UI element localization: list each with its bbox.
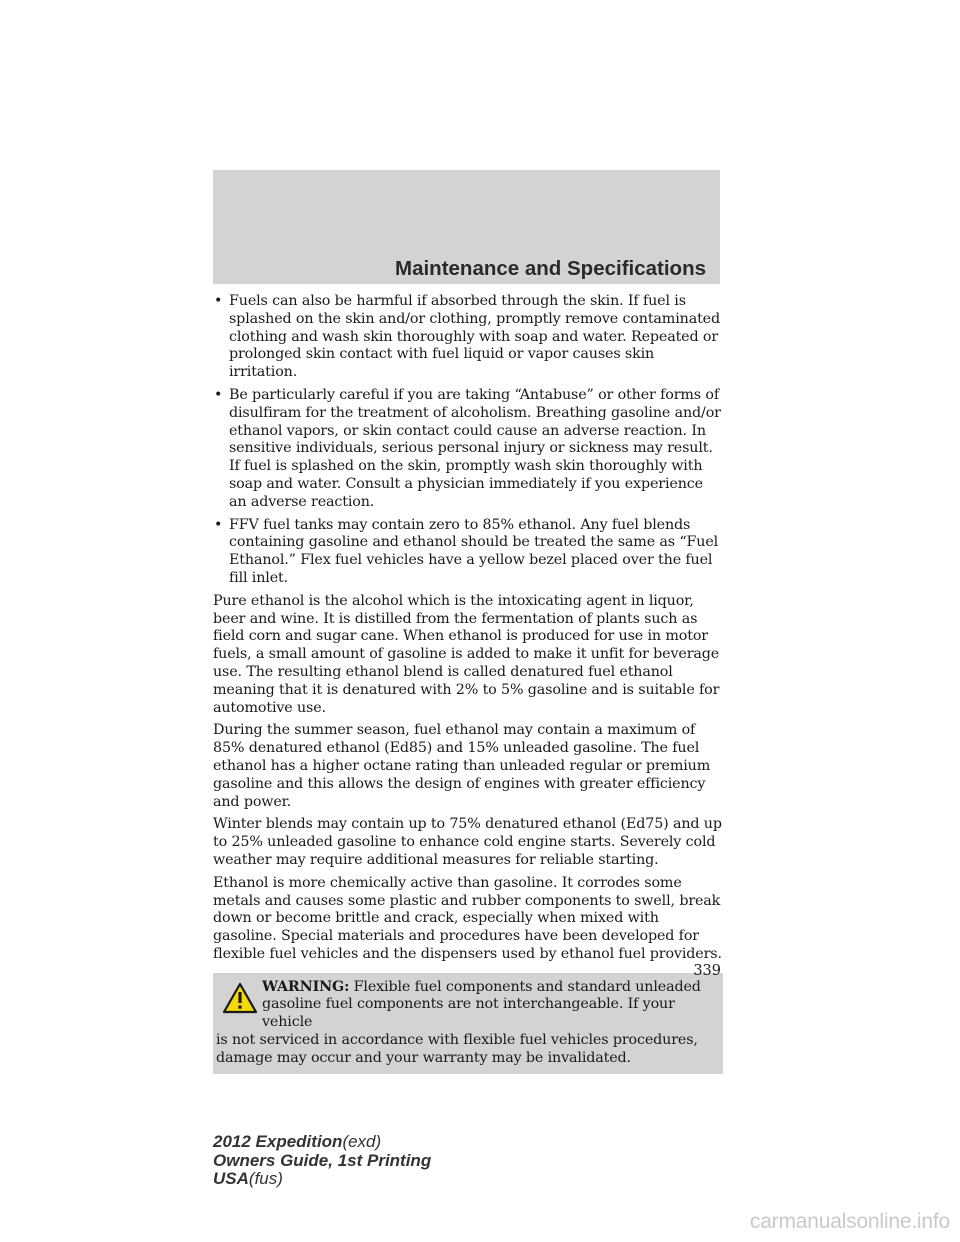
bullet-mark: •: [214, 516, 223, 533]
footer-model: 2012 Expedition: [213, 1132, 343, 1151]
bullet-item: [213, 517, 723, 588]
footer-line-1: [213, 1133, 431, 1152]
warning-text-rest: is not serviced in accordance with flexible fuel vehicles procedures, damage may occur and your warranty may be invalidated.: [216, 1032, 698, 1066]
warning-box: [213, 973, 723, 1074]
bullet-text: Be particularly careful if you are taking “Antabuse” or other forms of disulfiram for the treatment of alcoholism. Breathing gasoline and/or ethanol vapors, or skin contact could cause an adverse reaction. In sensitive individuals, serious personal injury or sickness may result. If fuel is splashed on the skin, promptly wash skin thoroughly with soap and water. Consult a physician immediately if you experience an adverse reaction.: [229, 386, 721, 510]
footer-line-3: [213, 1170, 431, 1189]
section-title: Maintenance and Specifications: [395, 257, 706, 280]
page-number: 339: [693, 963, 721, 979]
bullet-item: [213, 293, 723, 382]
warning-line-2: gasoline fuel components are not interchangeable. If your vehicle: [262, 996, 675, 1031]
body-paragraph: Pure ethanol is the alcohol which is the intoxicating agent in liquor, beer and wine. It is distilled from the fermentation of plants such as field corn and sugar cane. When ethanol is produced for use in motor fuels, a small amount of gasoline is added to make it unfit for beverage use. The resulting ethanol blend is called denatured fuel ethanol meaning that it is denatured with 2% to 5% gasoline and is suitable for automotive use.: [213, 592, 720, 716]
bullet-mark: •: [214, 293, 223, 309]
footer-market: USA: [213, 1169, 249, 1188]
bullet-item: [213, 387, 723, 512]
body-paragraph: During the summer season, fuel ethanol may contain a maximum of 85% denatured ethanol (Ed85) and 15% unleaded gasoline. The fuel ethanol has a higher octane rating than unleaded regular or premium gasoline and this allows the design of engines with greater efficiency and power.: [213, 722, 711, 810]
warning-line-1: [216, 979, 718, 997]
footer-edition-info: [213, 1133, 431, 1189]
section-header-band: [213, 170, 720, 284]
warning-label: WARNING:: [262, 978, 350, 995]
footer-market-code: (fus): [248, 1169, 283, 1188]
body-paragraph: Ethanol is more chemically active than gasoline. It corrodes some metals and causes some plastic and rubber components to swell, break down or become brittle and crack, especially when mixed with gasoline. Special materials and procedures have been developed for flexible fuel vehicles and the dispensers used by ethanol fuel providers.: [213, 874, 722, 962]
warning-triangle-icon: [222, 982, 258, 1014]
bullet-text: Fuels can also be harmful if absorbed through the skin. If fuel is splashed on the skin and/or clothing, promptly remove contaminated clothing and wash skin thoroughly with soap and water. Repeated or prolonged skin contact with fuel liquid or vapor causes skin irritation.: [229, 293, 720, 381]
footer-model-code: (exd): [342, 1132, 382, 1151]
footer-guide: Owners Guide, 1st Printing: [213, 1150, 432, 1170]
bullet-mark: •: [214, 386, 223, 403]
bullet-text: FFV fuel tanks may contain zero to 85% ethanol. Any fuel blends containing gasoline and ethanol should be treated the same as “Fuel Ethanol.” Flex fuel vehicles have a yellow bezel placed over the fuel fill inlet.: [229, 516, 719, 586]
body-paragraph: Winter blends may contain up to 75% denatured ethanol (Ed75) and up to 25% unleaded gasoline to enhance cold engine starts. Severely cold weather may require additional measures for reliable starting.: [213, 816, 722, 868]
footer-line-2: [213, 1152, 431, 1171]
watermark: carmanualsonline.info: [749, 1210, 950, 1233]
page-content: [213, 293, 723, 1074]
warning-text-1: Flexible fuel components and standard unleaded: [353, 978, 701, 995]
